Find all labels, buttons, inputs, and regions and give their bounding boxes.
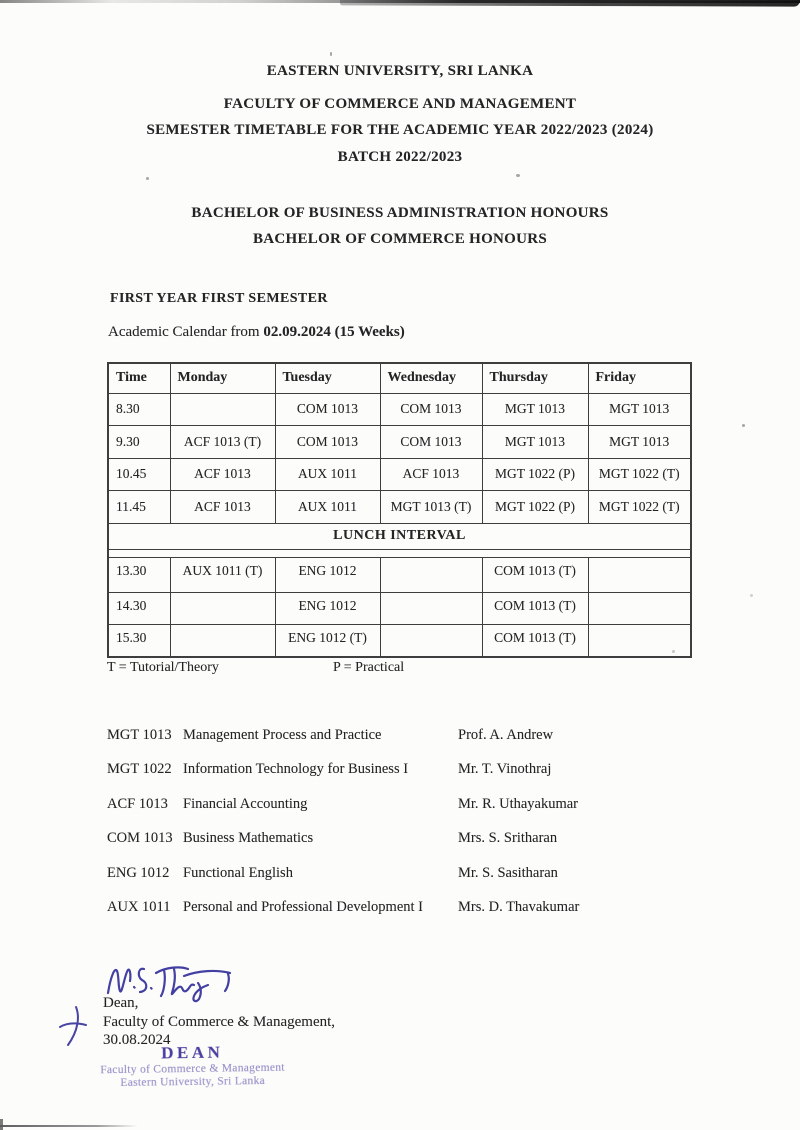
schedule-cell: MGT 1013 (482, 425, 588, 458)
column-header-friday: Friday (588, 363, 691, 393)
course-code: AUX 1011 (107, 898, 171, 915)
schedule-cell (170, 393, 275, 425)
time-cell: 14.30 (108, 592, 170, 624)
schedule-cell (588, 557, 691, 592)
table-row (108, 490, 691, 523)
course-code: MGT 1022 (107, 761, 172, 778)
time-cell: 10.45 (108, 458, 170, 490)
time-cell: 15.30 (108, 624, 170, 657)
schedule-cell: COM 1013 (T) (482, 624, 588, 657)
margin-ink-mark (56, 1003, 92, 1049)
scan-speck (750, 594, 753, 597)
course-lecturer: Mr. S. Sasitharan (458, 864, 558, 881)
schedule-cell: ENG 1012 (275, 557, 380, 592)
table-row (108, 393, 691, 425)
lunch-row (108, 523, 691, 549)
course-title: Personal and Professional Development I (183, 898, 424, 915)
stamp-line-university: Eastern University, Sri Lanka (120, 1074, 266, 1090)
course-title: Information Technology for Business I (183, 761, 409, 778)
column-header-wednesday: Wednesday (380, 363, 482, 393)
table-row (108, 624, 691, 657)
sign-date: 30.08.2024 (103, 1032, 171, 1048)
time-cell: 8.30 (108, 393, 170, 425)
column-header-monday: Monday (170, 363, 275, 393)
column-header-time: Time (108, 363, 170, 393)
scan-speck (146, 177, 149, 180)
course-lecturer: Mrs. S. Sritharan (458, 830, 558, 847)
legend (107, 660, 607, 676)
scan-speck (330, 52, 332, 56)
legend-practical: P = Practical (333, 660, 405, 675)
course-title: Functional English (183, 864, 293, 881)
legend-tutorial: T = Tutorial/Theory (107, 660, 219, 675)
course-code: ENG 1012 (107, 864, 170, 881)
schedule-cell: ENG 1012 (T) (275, 624, 380, 657)
calendar-note (108, 324, 405, 341)
schedule-cell: AUX 1011 (275, 490, 380, 523)
course-code: MGT 1013 (107, 727, 172, 743)
schedule-cell: ACF 1013 (T) (170, 425, 275, 458)
faculty-title: FACULTY OF COMMERCE AND MANAGEMENT (223, 96, 577, 112)
table-row (108, 458, 691, 490)
schedule-cell: COM 1013 (T) (482, 592, 588, 624)
dean-faculty: Faculty of Commerce & Management, (103, 1014, 336, 1030)
timetable-table (107, 362, 692, 658)
course-title: Financial Accounting (183, 795, 308, 812)
schedule-cell: MGT 1022 (T) (588, 458, 691, 490)
schedule-cell: COM 1013 (T) (482, 557, 588, 592)
schedule-cell: COM 1013 (380, 393, 482, 425)
column-header-tuesday: Tuesday (275, 363, 380, 393)
schedule-cell: MGT 1022 (P) (482, 458, 588, 490)
table-row (108, 592, 691, 624)
schedule-cell: MGT 1013 (T) (380, 490, 482, 523)
schedule-cell: MGT 1013 (588, 393, 691, 425)
schedule-cell: AUX 1011 (T) (170, 557, 275, 592)
schedule-cell: ACF 1013 (170, 458, 275, 490)
stamp-line-faculty: Faculty of Commerce & Management (100, 1061, 285, 1077)
course-title: Business Mathematics (183, 830, 314, 847)
calendar-note-prefix: Academic Calendar from (108, 324, 264, 340)
schedule-cell: MGT 1013 (482, 393, 588, 425)
scan-speck (742, 424, 745, 427)
schedule-cell (170, 624, 275, 657)
scan-artifact-top-right (340, 0, 800, 7)
schedule-cell: COM 1013 (275, 425, 380, 458)
column-header-thursday: Thursday (482, 363, 588, 393)
stamp-line-dean: DEAN (161, 1042, 224, 1063)
semester-heading: FIRST YEAR FIRST SEMESTER (110, 291, 328, 306)
course-title: Management Process and Practice (183, 727, 382, 743)
schedule-cell: ACF 1013 (170, 490, 275, 523)
table-row (108, 557, 691, 592)
schedule-cell (380, 624, 482, 657)
scan-artifact-bottom (0, 1125, 138, 1127)
course-lecturer: Mr. T. Vinothraj (458, 761, 552, 778)
schedule-cell (380, 557, 482, 592)
time-cell: 13.30 (108, 557, 170, 592)
schedule-cell: COM 1013 (380, 425, 482, 458)
course-lecturer: Mrs. D. Thavakumar (458, 898, 580, 915)
schedule-cell: COM 1013 (275, 393, 380, 425)
schedule-cell (588, 592, 691, 624)
schedule-cell: ACF 1013 (380, 458, 482, 490)
schedule-cell (380, 592, 482, 624)
timetable-title: SEMESTER TIMETABLE FOR THE ACADEMIC YEAR 2022/2023 (2024) (146, 122, 654, 138)
dean-role: Dean, (103, 995, 139, 1011)
scan-artifact-corner (0, 1119, 3, 1130)
table-spacer-row (108, 549, 691, 557)
schedule-cell: AUX 1011 (275, 458, 380, 490)
time-cell: 11.45 (108, 490, 170, 523)
program-bcom-title: BACHELOR OF COMMERCE HONOURS (252, 231, 548, 247)
scan-speck (516, 174, 520, 177)
schedule-cell: ENG 1012 (275, 592, 380, 624)
course-code: ACF 1013 (107, 795, 168, 812)
table-row (108, 425, 691, 458)
program-bba-title: BACHELOR OF BUSINESS ADMINISTRATION HONOURS (191, 205, 609, 221)
timetable-header-row (108, 363, 691, 393)
lunch-interval-label: LUNCH INTERVAL (108, 523, 691, 549)
schedule-cell (588, 624, 691, 657)
schedule-cell: MGT 1022 (T) (588, 490, 691, 523)
schedule-cell (170, 592, 275, 624)
calendar-note-date: 02.09.2024 (15 Weeks) (263, 324, 405, 340)
university-title: EASTERN UNIVERSITY, SRI LANKA (266, 63, 534, 79)
course-list (107, 727, 687, 933)
course-lecturer: Mr. R. Uthayakumar (458, 795, 579, 812)
course-code: COM 1013 (107, 830, 173, 847)
batch-title: BATCH 2022/2023 (337, 149, 463, 165)
schedule-cell: MGT 1013 (588, 425, 691, 458)
dean-stamp (90, 1042, 296, 1090)
schedule-cell: MGT 1022 (P) (482, 490, 588, 523)
course-lecturer: Prof. A. Andrew (458, 727, 554, 743)
time-cell: 9.30 (108, 425, 170, 458)
